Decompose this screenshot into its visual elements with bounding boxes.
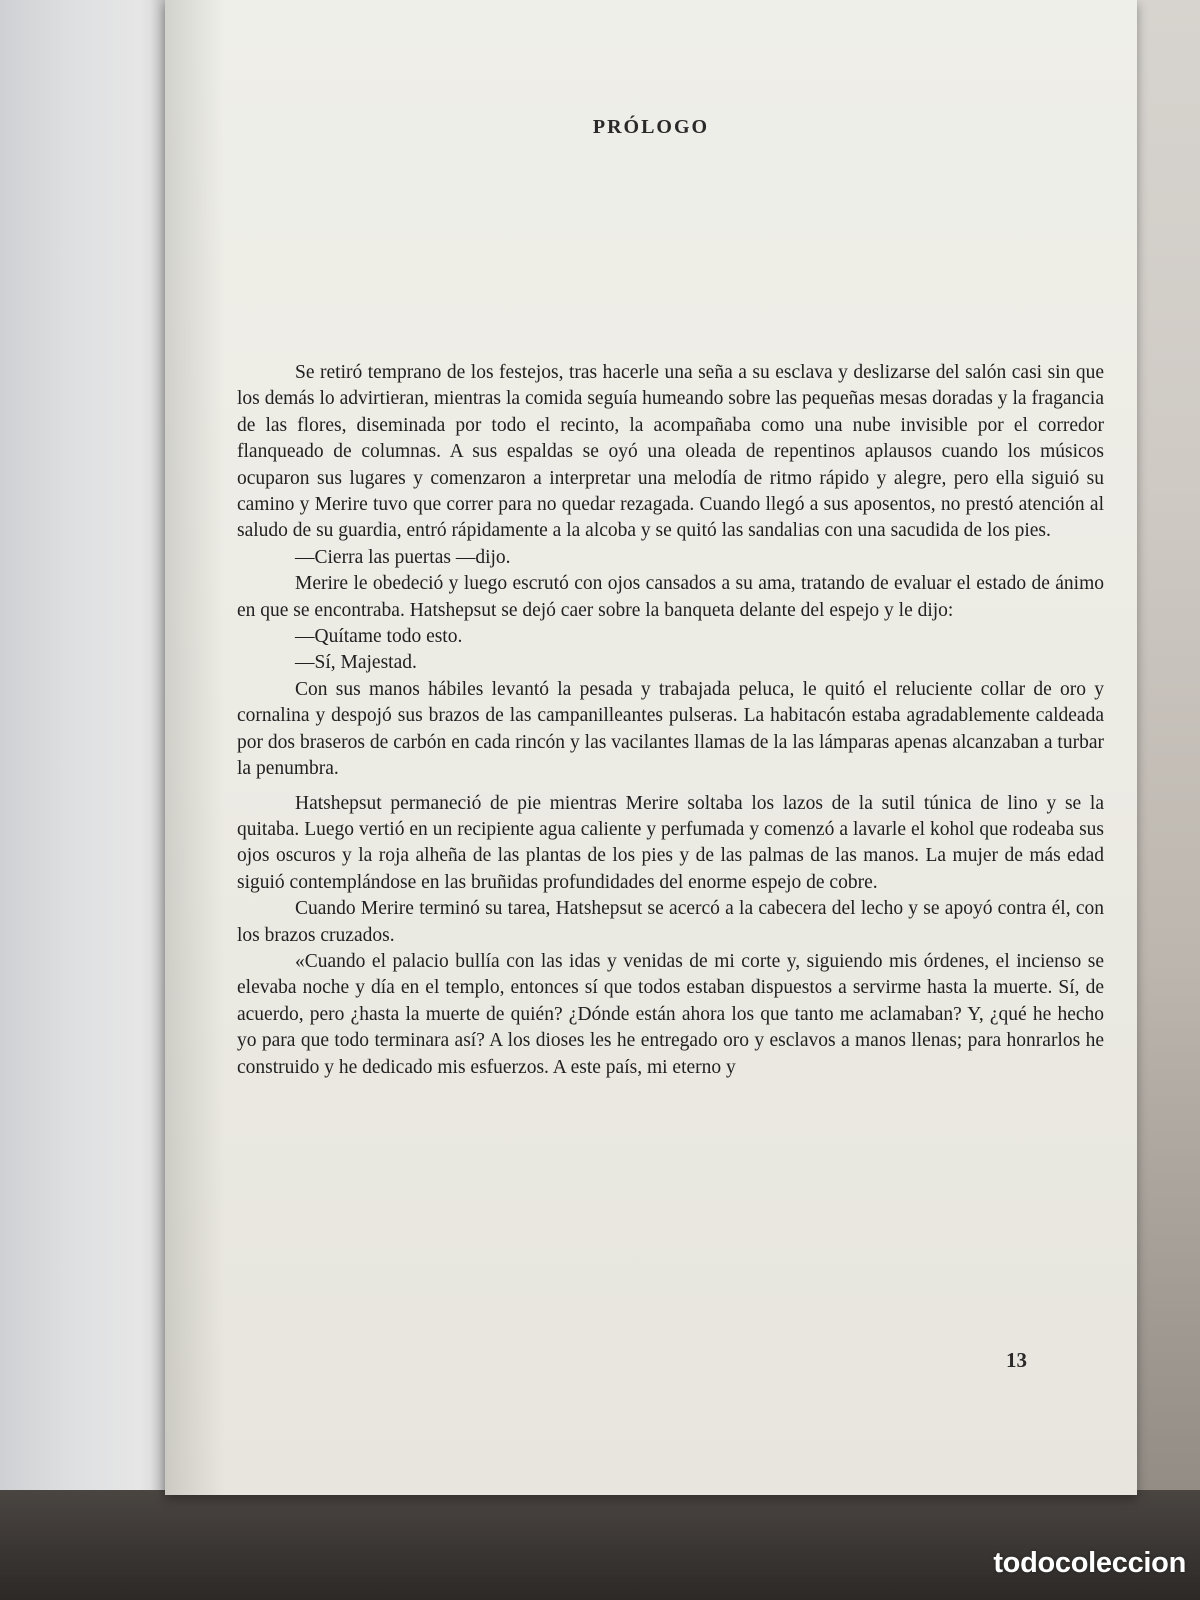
paragraph: Cuando Merire terminó su tarea, Hatshepsut se acercó a la cabecera del lecho y se apoyó contra él, con los brazos cruzados. xyxy=(237,898,1104,946)
bottom-background xyxy=(0,1490,1200,1600)
paragraph: «Cuando el palacio bullía con las idas y venidas de mi corte y, siguiendo mis órdenes, el incienso se elevaba noche y día en el templo, entonces sí que todos estaban dispuestos a servirme hasta la muerte. Sí, de acuerdo, pero ¿hasta la muerte de quién? ¿Dónde están ahora los que tanto me aclamaban? Y, ¿qué he hecho yo para que todo terminara así? A los dioses les he entregado oro y esclavos a manos llenas; para honrarlos he construido y he dedicado mis esfuerzos. A este país, mi eterno y xyxy=(237,950,1104,1078)
paragraph: Hatshepsut permaneció de pie mientras Merire soltaba los lazos de la sutil túnica de lino y se la quitaba. Luego vertió en un recipiente agua caliente y perfumada y comenzó a lavarle el kohol que rodeaba sus ojos oscuros y la roja alheña de las plantas de los pies y de las palmas de las manos. La mujer de más edad siguió contemplándose en las bruñidas profundidades del enorme espejo de cobre. xyxy=(237,792,1104,893)
page-curve-shadow xyxy=(165,0,225,1495)
chapter-title: PRÓLOGO xyxy=(592,116,710,138)
paragraph: Con sus manos hábiles levantó la pesada y trabajada peluca, le quitó el reluciente collar de oro y cornalina y despojó sus brazos de las campanilleantes pulseras. La habitacón estaba agradablemente caldeada por dos braseros de carbón en cada rincón y las vacilantes llamas de la las lámparas apenas alcanzaban a turbar la penumbra. xyxy=(237,678,1104,780)
paragraph: Se retiró temprano de los festejos, tras hacerle una seña a su esclava y deslizarse del salón casi sin que los demás lo advirtieran, mientras la comida seguía humeando sobre las pequeñas mesas doradas y la fragancia de las flores, diseminada por todo el recinto, la acompañaba como una nube invisible por el corredor flanqueado de columnas. A sus espaldas se oyó una oleada de repentinos aplausos cuando los músicos ocuparon sus lugares y comenzaron a interpretar una melodía de ritmo rápido y alegre, pero ella siguió su camino y Merire tuvo que correr para no quedar rezagada. Cuando llegó a sus aposentos, no prestó atención al saludo de su guardia, entró rápidamente a la alcoba y se quitó las sandalias con una sacudida de los pies. xyxy=(237,362,1104,542)
book-page xyxy=(165,0,1137,1495)
paragraph: —Sí, Majestad. xyxy=(295,652,417,674)
body-text xyxy=(237,360,1104,1081)
paragraph: —Quítame todo esto. xyxy=(295,626,463,648)
left-facing-page xyxy=(0,0,175,1520)
table-background xyxy=(1130,0,1200,1600)
site-watermark: todocoleccion xyxy=(993,1547,1186,1579)
paragraph: Merire le obedeció y luego escrutó con ojos cansados a su ama, tratando de evaluar el estado de ánimo en que se encontraba. Hatshepsut se dejó caer sobre la banqueta delante del espejo y le dijo: xyxy=(237,573,1104,621)
paragraph: —Cierra las puertas —dijo. xyxy=(295,546,511,568)
page-number: 13 xyxy=(1006,1348,1027,1372)
